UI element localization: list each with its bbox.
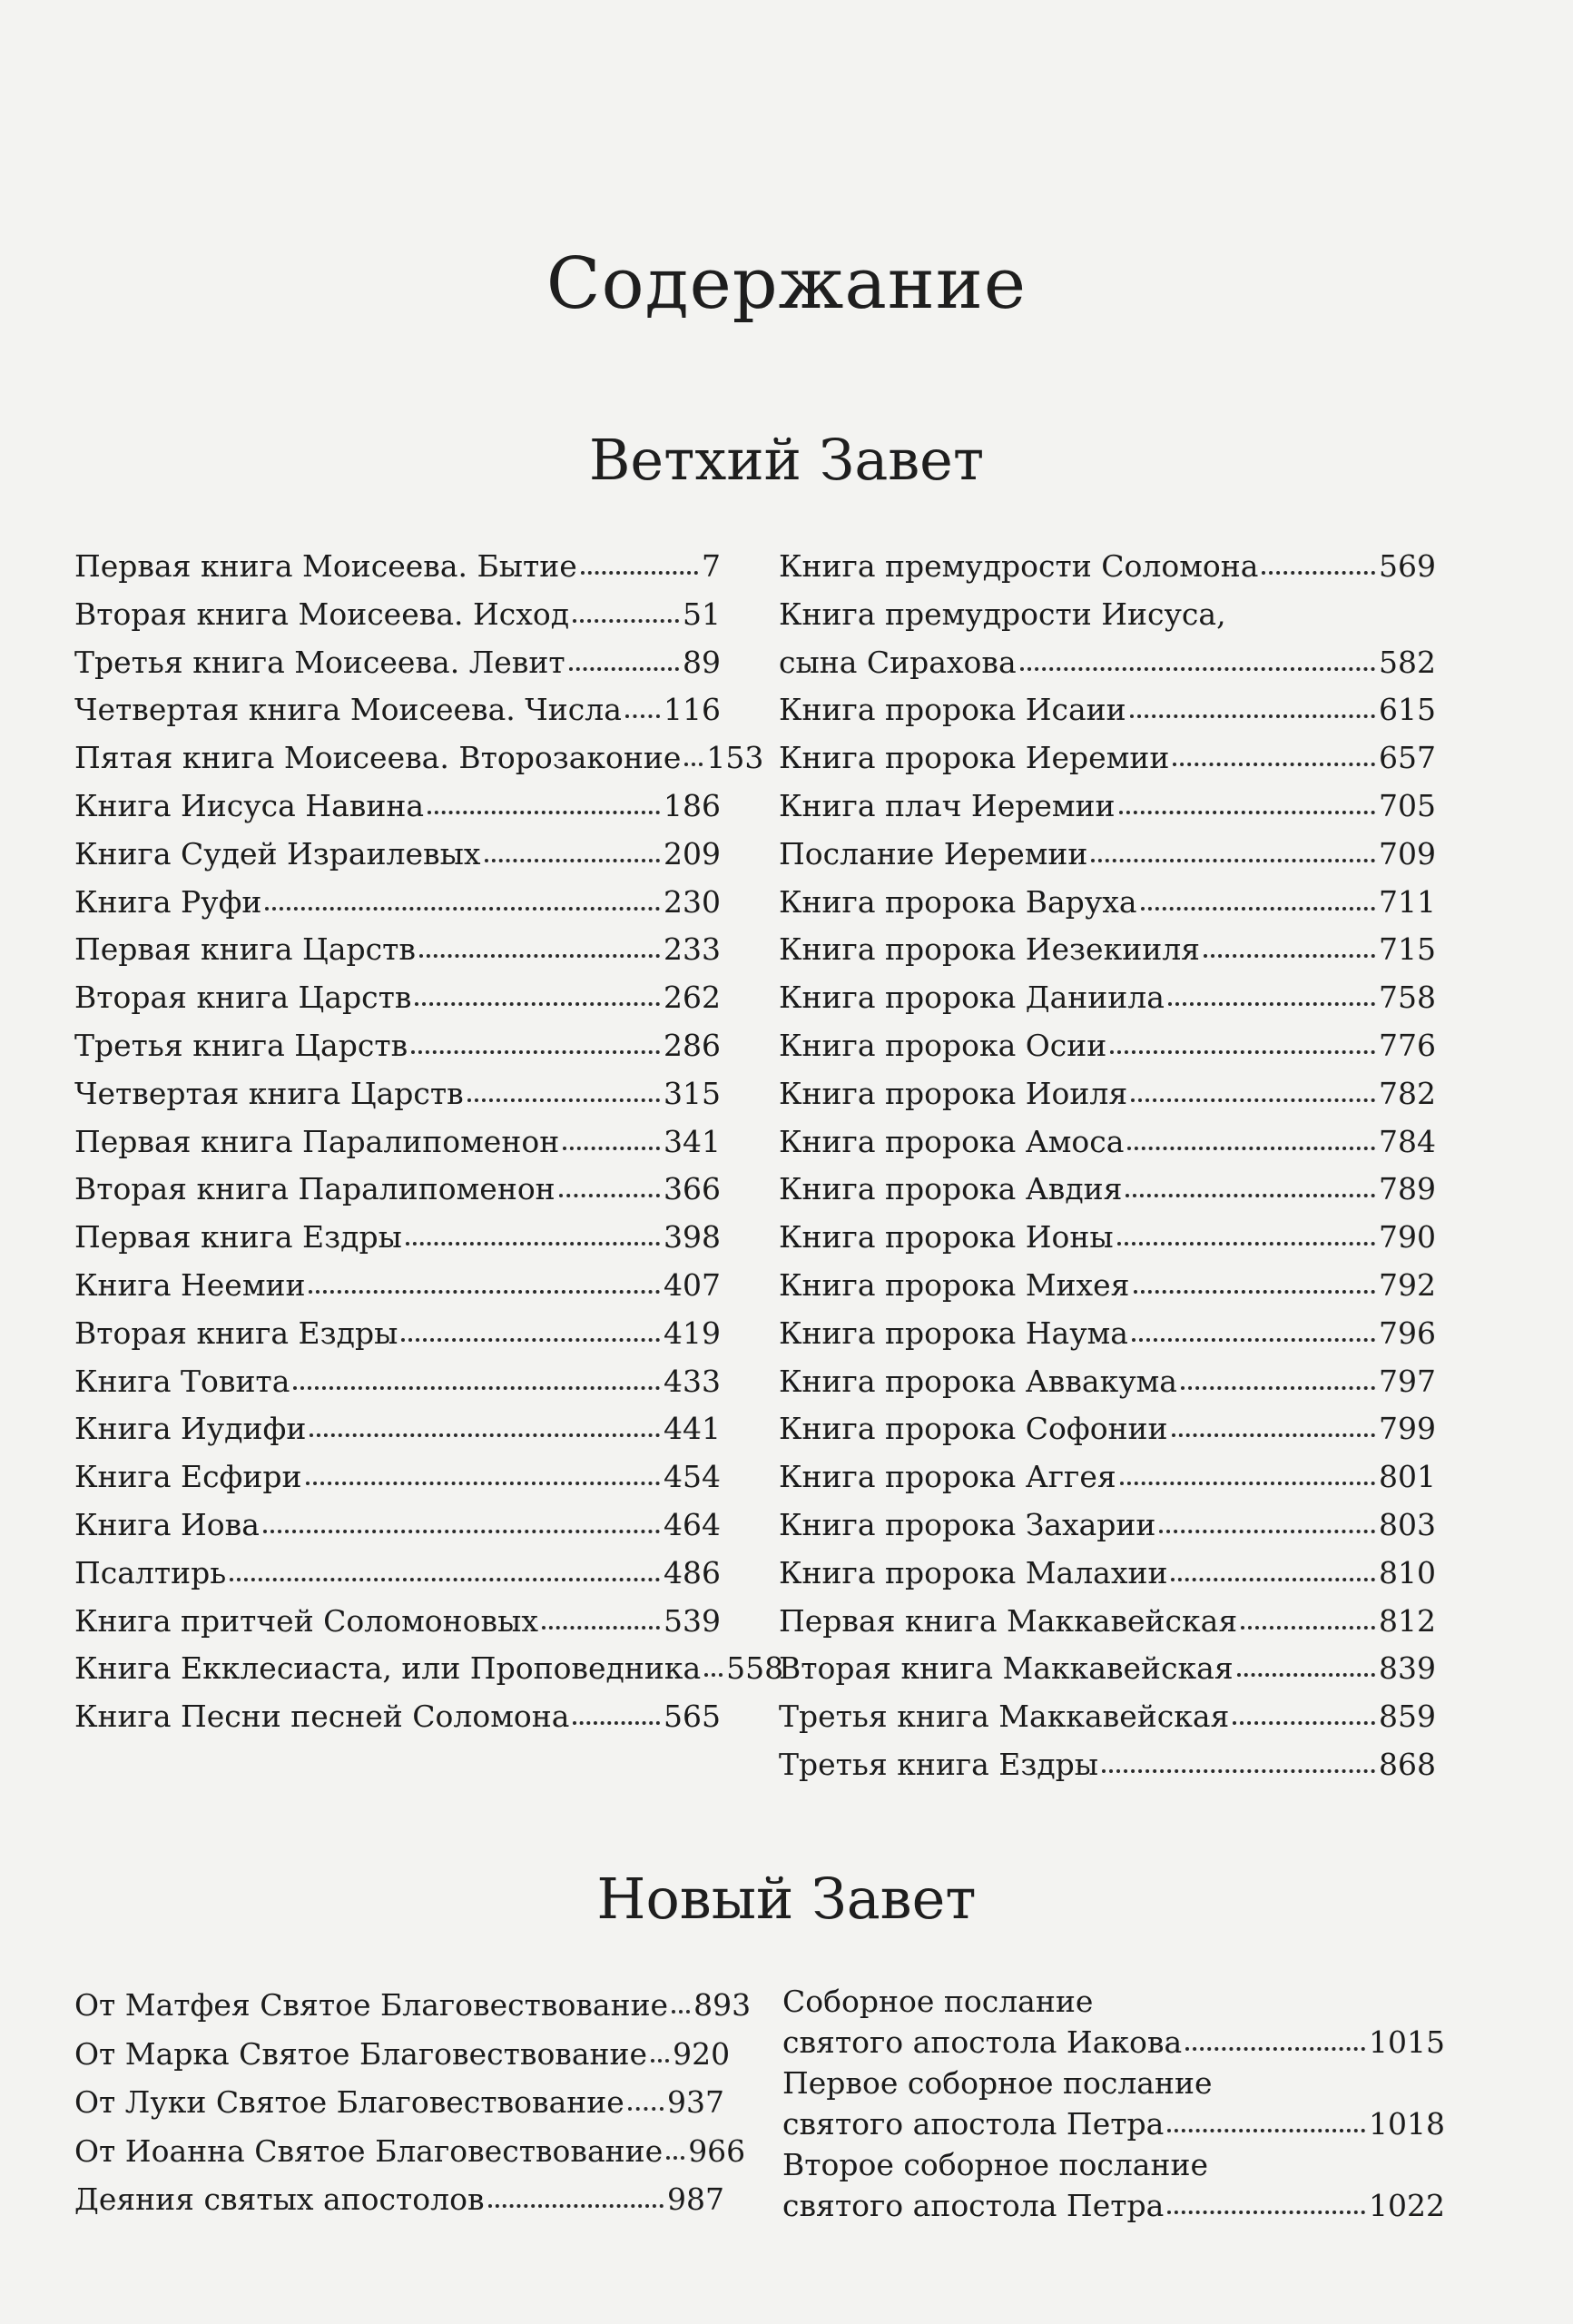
toc-entry-title: Книга Судей Израилевых xyxy=(74,835,481,872)
toc-entry-page-number: 1018 xyxy=(1369,2106,1445,2142)
toc-entry-title: Книга пророка Наума xyxy=(779,1315,1128,1351)
toc-entry-title: сына Сирахова xyxy=(779,644,1017,680)
toc-entry-title: Деяния святых апостолов xyxy=(74,2181,485,2217)
toc-entry xyxy=(779,974,1436,1022)
toc-entry xyxy=(779,1453,1436,1502)
toc-entry-page-number: 801 xyxy=(1379,1459,1436,1495)
dot-leader xyxy=(306,1482,661,1485)
toc-entry-title: Вторая книга Паралипоменон xyxy=(74,1171,555,1207)
toc-entry-page-number: 486 xyxy=(664,1554,721,1590)
toc-entry-title: Книга пророка Иоиля xyxy=(779,1075,1128,1111)
toc-entry-title: Книга Неемии xyxy=(74,1266,306,1303)
dot-leader xyxy=(628,2107,664,2111)
dot-leader xyxy=(573,619,679,623)
dot-leader xyxy=(1168,1002,1375,1006)
dot-leader xyxy=(1159,1530,1375,1533)
toc-entry-title: Первая книга Маккавейская xyxy=(779,1602,1238,1639)
toc-entry-page-number: 441 xyxy=(664,1411,721,1447)
new-testament-right-column xyxy=(782,1981,1445,2226)
toc-entry xyxy=(779,1118,1436,1167)
toc-entry xyxy=(74,2078,724,2127)
toc-entry xyxy=(74,1310,721,1358)
dot-leader xyxy=(428,811,660,814)
toc-entry-title: Книга пророка Малахии xyxy=(779,1554,1168,1590)
toc-entry-page-number: 966 xyxy=(688,2132,746,2169)
toc-entry xyxy=(74,974,721,1022)
toc-entry xyxy=(74,2030,731,2079)
toc-entry-title: Книга пророка Софонии xyxy=(779,1411,1168,1447)
old-testament-left-column xyxy=(74,543,784,1741)
toc-entry-page-number: 810 xyxy=(1379,1554,1436,1590)
toc-entry-title-line: Первое соборное послание xyxy=(782,2065,1213,2101)
toc-entry-title: Книга пророка Исаии xyxy=(779,692,1126,728)
dot-leader xyxy=(263,1530,660,1533)
dot-leader xyxy=(672,2010,690,2014)
new-testament-heading: Новый Завет xyxy=(596,1866,977,1932)
dot-leader xyxy=(559,1194,660,1197)
dot-leader xyxy=(625,714,660,718)
toc-entry-page-number: 709 xyxy=(1379,835,1436,872)
toc-entry xyxy=(779,1693,1436,1741)
toc-entry-title: Книга Песни песней Соломона xyxy=(74,1699,570,1735)
toc-entry-title: Книга пророка Михея xyxy=(779,1266,1130,1303)
dot-leader xyxy=(406,1242,660,1246)
toc-entry-page-number: 286 xyxy=(664,1027,721,1063)
toc-entry-title: Вторая книга Маккавейская xyxy=(779,1650,1234,1687)
toc-entry-page-number: 796 xyxy=(1379,1315,1436,1351)
dot-leader xyxy=(1181,1386,1375,1390)
toc-entry xyxy=(74,1693,721,1741)
toc-entry-page-number: 776 xyxy=(1379,1027,1436,1063)
dot-leader xyxy=(1173,763,1375,766)
toc-entry-page-number: 711 xyxy=(1379,883,1436,920)
toc-entry-title: Книга пророка Авдия xyxy=(779,1171,1123,1207)
toc-entry-title: Книга Иова xyxy=(74,1506,260,1542)
dot-leader xyxy=(1134,1290,1376,1294)
toc-entry-title: Пятая книга Моисеева. Второзаконие xyxy=(74,740,682,776)
toc-entry xyxy=(74,1645,784,1693)
dot-leader xyxy=(467,1098,660,1102)
toc-entry-title: Книга пророка Амоса xyxy=(779,1123,1125,1159)
dot-leader xyxy=(415,1002,660,1006)
dot-leader xyxy=(1167,2211,1365,2214)
toc-entry-page-number: 209 xyxy=(664,835,721,872)
toc-entry-title: Книга пророка Захарии xyxy=(779,1506,1156,1542)
toc-entry-page-number: 89 xyxy=(683,644,721,680)
toc-entry-page-number: 565 xyxy=(664,1699,721,1735)
toc-entry-title: Книга Товита xyxy=(74,1363,290,1399)
toc-entry xyxy=(74,783,721,831)
toc-entry xyxy=(782,2063,1445,2144)
dot-leader xyxy=(1132,1338,1375,1342)
toc-entry-page-number: 539 xyxy=(664,1602,721,1639)
toc-entry-page-number: 715 xyxy=(1379,931,1436,968)
toc-entry xyxy=(779,1405,1436,1453)
toc-entry-page-number: 615 xyxy=(1379,692,1436,728)
toc-entry-title: Книга пророка Иеремии xyxy=(779,740,1170,776)
dot-leader xyxy=(1167,2129,1365,2132)
toc-entry-title: святого апостола Иакова xyxy=(782,2024,1183,2060)
toc-entry xyxy=(74,1550,721,1598)
toc-entry xyxy=(74,879,721,927)
dot-leader xyxy=(569,667,679,671)
toc-entry xyxy=(74,1118,721,1167)
toc-entry-page-number: 797 xyxy=(1379,1363,1436,1399)
toc-entry-page-number: 893 xyxy=(693,1987,752,2023)
toc-entry xyxy=(779,926,1436,974)
toc-entry-page-number: 859 xyxy=(1379,1699,1436,1735)
toc-entry-page-number: 558 xyxy=(726,1650,784,1687)
toc-entry-title: Книга премудрости Соломона xyxy=(779,548,1259,584)
toc-entry-title-line: Второе соборное послание xyxy=(782,2147,1208,2182)
toc-entry xyxy=(779,1741,1436,1789)
toc-entry-title: Третья книга Царств xyxy=(74,1027,408,1063)
dot-leader xyxy=(1233,1721,1375,1725)
toc-entry-title: Книга пророка Варуха xyxy=(779,883,1137,920)
toc-entry-title: Послание Иеремии xyxy=(779,835,1088,872)
toc-entry-title: Первая книга Паралипоменон xyxy=(74,1123,560,1159)
toc-entry-page-number: 315 xyxy=(664,1075,721,1111)
toc-entry-title: От Марка Святое Благовествование xyxy=(74,2035,648,2072)
toc-entry xyxy=(779,1645,1436,1693)
dot-leader xyxy=(1204,954,1375,958)
toc-entry xyxy=(74,1166,721,1214)
toc-entry xyxy=(779,1358,1436,1406)
toc-entry-title: святого апостола Петра xyxy=(782,2188,1165,2223)
toc-entry-page-number: 582 xyxy=(1379,644,1436,680)
toc-entry-page-number: 987 xyxy=(667,2181,724,2217)
toc-entry-page-number: 398 xyxy=(664,1219,721,1256)
dot-leader xyxy=(581,571,698,575)
toc-entry xyxy=(74,734,764,783)
dot-leader xyxy=(485,859,661,862)
toc-entry-page-number: 233 xyxy=(664,931,721,968)
toc-entry-title: Книга Иисуса Навина xyxy=(74,787,424,823)
toc-entry-page-number: 839 xyxy=(1379,1650,1436,1687)
toc-entry-page-number: 803 xyxy=(1379,1506,1436,1542)
toc-entry xyxy=(74,1214,721,1262)
toc-entry xyxy=(779,686,1436,734)
toc-entry xyxy=(779,1022,1436,1070)
toc-entry xyxy=(779,1070,1436,1118)
toc-entry-title: Книга Есфири xyxy=(74,1459,302,1495)
old-testament-heading: Ветхий Завет xyxy=(588,427,985,493)
toc-entry xyxy=(779,734,1436,783)
dot-leader xyxy=(1237,1673,1375,1677)
toc-entry xyxy=(74,831,721,879)
toc-entry xyxy=(782,1981,1445,2063)
dot-leader xyxy=(1091,859,1375,862)
toc-entry-page-number: 937 xyxy=(667,2084,724,2120)
toc-entry-page-number: 799 xyxy=(1379,1411,1436,1447)
toc-entry-title: Книга Иудифи xyxy=(74,1411,307,1447)
toc-entry-page-number: 868 xyxy=(1379,1746,1436,1782)
dot-leader xyxy=(488,2204,664,2208)
page-title: Содержание xyxy=(546,243,1027,325)
dot-leader xyxy=(293,1386,660,1390)
toc-entry-page-number: 407 xyxy=(664,1266,721,1303)
toc-entry xyxy=(779,1550,1436,1598)
toc-entry-page-number: 262 xyxy=(664,980,721,1016)
dot-leader xyxy=(1117,1242,1375,1246)
toc-entry-title: Псалтирь xyxy=(74,1554,227,1590)
dot-leader xyxy=(1110,1050,1375,1054)
dot-leader xyxy=(1119,811,1375,814)
toc-entry-title: Четвертая книга Царств xyxy=(74,1075,464,1111)
toc-entry-page-number: 341 xyxy=(664,1123,721,1159)
toc-entry xyxy=(779,1262,1436,1310)
toc-entry-title: Вторая книга Ездры xyxy=(74,1315,398,1351)
toc-entry-page-number: 569 xyxy=(1379,548,1436,584)
dot-leader xyxy=(573,1721,660,1725)
toc-entry xyxy=(74,543,721,591)
toc-entry xyxy=(779,831,1436,879)
dot-leader xyxy=(1131,1098,1375,1102)
toc-entry-page-number: 784 xyxy=(1379,1123,1436,1159)
toc-entry-title: Четвертая книга Моисеева. Числа xyxy=(74,692,622,728)
dot-leader xyxy=(651,2059,669,2063)
toc-entry xyxy=(779,879,1436,927)
toc-entry-title: Вторая книга Царств xyxy=(74,980,412,1016)
old-testament-right-column xyxy=(779,543,1436,1789)
dot-leader xyxy=(1241,1626,1375,1630)
toc-entry-title: От Иоанна Святое Благовествование xyxy=(74,2132,664,2169)
toc-entry-page-number: 366 xyxy=(664,1171,721,1207)
dot-leader xyxy=(411,1050,660,1054)
toc-entry-title: От Луки Святое Благовествование xyxy=(74,2084,624,2120)
toc-entry-page-number: 230 xyxy=(664,883,721,920)
dot-leader xyxy=(666,2156,684,2160)
dot-leader xyxy=(401,1338,660,1342)
toc-entry xyxy=(74,1598,721,1646)
dot-leader xyxy=(1172,1433,1375,1437)
toc-entry-title: Книга пророка Аввакума xyxy=(779,1363,1177,1399)
toc-entry-page-number: 790 xyxy=(1379,1219,1436,1256)
toc-entry-title: Книга пророка Аггея xyxy=(779,1459,1116,1495)
dot-leader xyxy=(309,1290,660,1294)
toc-entry xyxy=(779,1310,1436,1358)
toc-entry-page-number: 51 xyxy=(683,596,721,632)
toc-entry-title: Книга пророка Осии xyxy=(779,1027,1107,1063)
toc-entry xyxy=(74,2175,724,2224)
toc-entry-page-number: 1022 xyxy=(1369,2188,1445,2223)
toc-entry xyxy=(74,926,721,974)
toc-entry-title: Книга Екклесиаста, или Проповедника xyxy=(74,1650,702,1687)
dot-leader xyxy=(563,1147,660,1150)
toc-entry-title: Книга плач Иеремии xyxy=(779,787,1116,823)
toc-entry xyxy=(779,1502,1436,1550)
toc-entry-page-number: 782 xyxy=(1379,1075,1436,1111)
dot-leader xyxy=(684,763,703,766)
toc-entry xyxy=(74,2127,746,2176)
toc-entry xyxy=(74,1453,721,1502)
toc-entry xyxy=(74,1358,721,1406)
toc-entry-title: Вторая книга Моисеева. Исход xyxy=(74,596,570,632)
toc-entry-page-number: 920 xyxy=(673,2035,731,2072)
toc-entry xyxy=(779,543,1436,591)
dot-leader xyxy=(1130,714,1375,718)
dot-leader xyxy=(542,1626,660,1630)
toc-entry-title: Книга пророка Ионы xyxy=(779,1219,1114,1256)
toc-entry-page-number: 186 xyxy=(664,787,721,823)
toc-entry-title: Первая книга Царств xyxy=(74,931,416,968)
toc-entry-title: Книга пророка Иезекииля xyxy=(779,931,1200,968)
toc-entry-page-number: 705 xyxy=(1379,787,1436,823)
new-testament-left-column xyxy=(74,1981,752,2224)
dot-leader xyxy=(1126,1194,1375,1197)
toc-entry xyxy=(74,686,721,734)
toc-entry xyxy=(74,639,721,687)
toc-entry-page-number: 758 xyxy=(1379,980,1436,1016)
dot-leader xyxy=(1127,1147,1375,1150)
toc-entry xyxy=(74,1022,721,1070)
toc-entry-page-number: 657 xyxy=(1379,740,1436,776)
toc-entry-title: От Матфея Святое Благовествование xyxy=(74,1987,669,2023)
toc-entry xyxy=(779,1166,1436,1214)
toc-entry-page-number: 792 xyxy=(1379,1266,1436,1303)
dot-leader xyxy=(1020,667,1375,671)
toc-entry-page-number: 464 xyxy=(664,1506,721,1542)
toc-entry-title: Первая книга Моисеева. Бытие xyxy=(74,548,577,584)
toc-entry-page-number: 116 xyxy=(664,692,721,728)
dot-leader xyxy=(310,1433,660,1437)
toc-entry-title: Первая книга Ездры xyxy=(74,1219,402,1256)
toc-entry-title: Третья книга Ездры xyxy=(779,1746,1099,1782)
toc-entry xyxy=(74,591,721,639)
toc-entry xyxy=(782,2144,1445,2226)
toc-entry xyxy=(779,783,1436,831)
toc-entry xyxy=(779,1214,1436,1262)
toc-entry-title: святого апостола Петра xyxy=(782,2106,1165,2142)
toc-entry-title: Книга пророка Даниила xyxy=(779,980,1165,1016)
toc-entry xyxy=(74,1262,721,1310)
toc-entry xyxy=(74,1502,721,1550)
toc-entry-page-number: 812 xyxy=(1379,1602,1436,1639)
toc-entry-title-line: Книга премудрости Иисуса, xyxy=(779,596,1226,632)
toc-entry-page-number: 454 xyxy=(664,1459,721,1495)
dot-leader xyxy=(419,954,660,958)
toc-entry-title: Книга притчей Соломоновых xyxy=(74,1602,538,1639)
toc-entry xyxy=(74,1405,721,1453)
toc-entry xyxy=(779,591,1436,687)
dot-leader xyxy=(1120,1482,1375,1485)
toc-entry-title: Книга Руфи xyxy=(74,883,262,920)
toc-entry xyxy=(779,1598,1436,1646)
dot-leader xyxy=(1171,1578,1375,1581)
toc-entry-title-line: Соборное послание xyxy=(782,1984,1094,2019)
toc-entry-page-number: 153 xyxy=(706,740,764,776)
dot-leader xyxy=(1262,571,1375,575)
toc-entry-page-number: 433 xyxy=(664,1363,721,1399)
dot-leader xyxy=(1185,2047,1365,2051)
toc-entry-page-number: 419 xyxy=(664,1315,721,1351)
toc-entry-title: Третья книга Маккавейская xyxy=(779,1699,1230,1735)
dot-leader xyxy=(1102,1769,1375,1773)
dot-leader xyxy=(265,907,660,911)
dot-leader xyxy=(704,1673,723,1677)
dot-leader xyxy=(1141,907,1375,911)
toc-entry xyxy=(74,1981,752,2030)
toc-entry xyxy=(74,1070,721,1118)
toc-entry-page-number: 1015 xyxy=(1369,2024,1445,2060)
toc-entry-page-number: 789 xyxy=(1379,1171,1436,1207)
toc-entry-page-number: 7 xyxy=(702,548,721,584)
dot-leader xyxy=(230,1578,660,1581)
toc-entry-title: Третья книга Моисеева. Левит xyxy=(74,644,565,680)
